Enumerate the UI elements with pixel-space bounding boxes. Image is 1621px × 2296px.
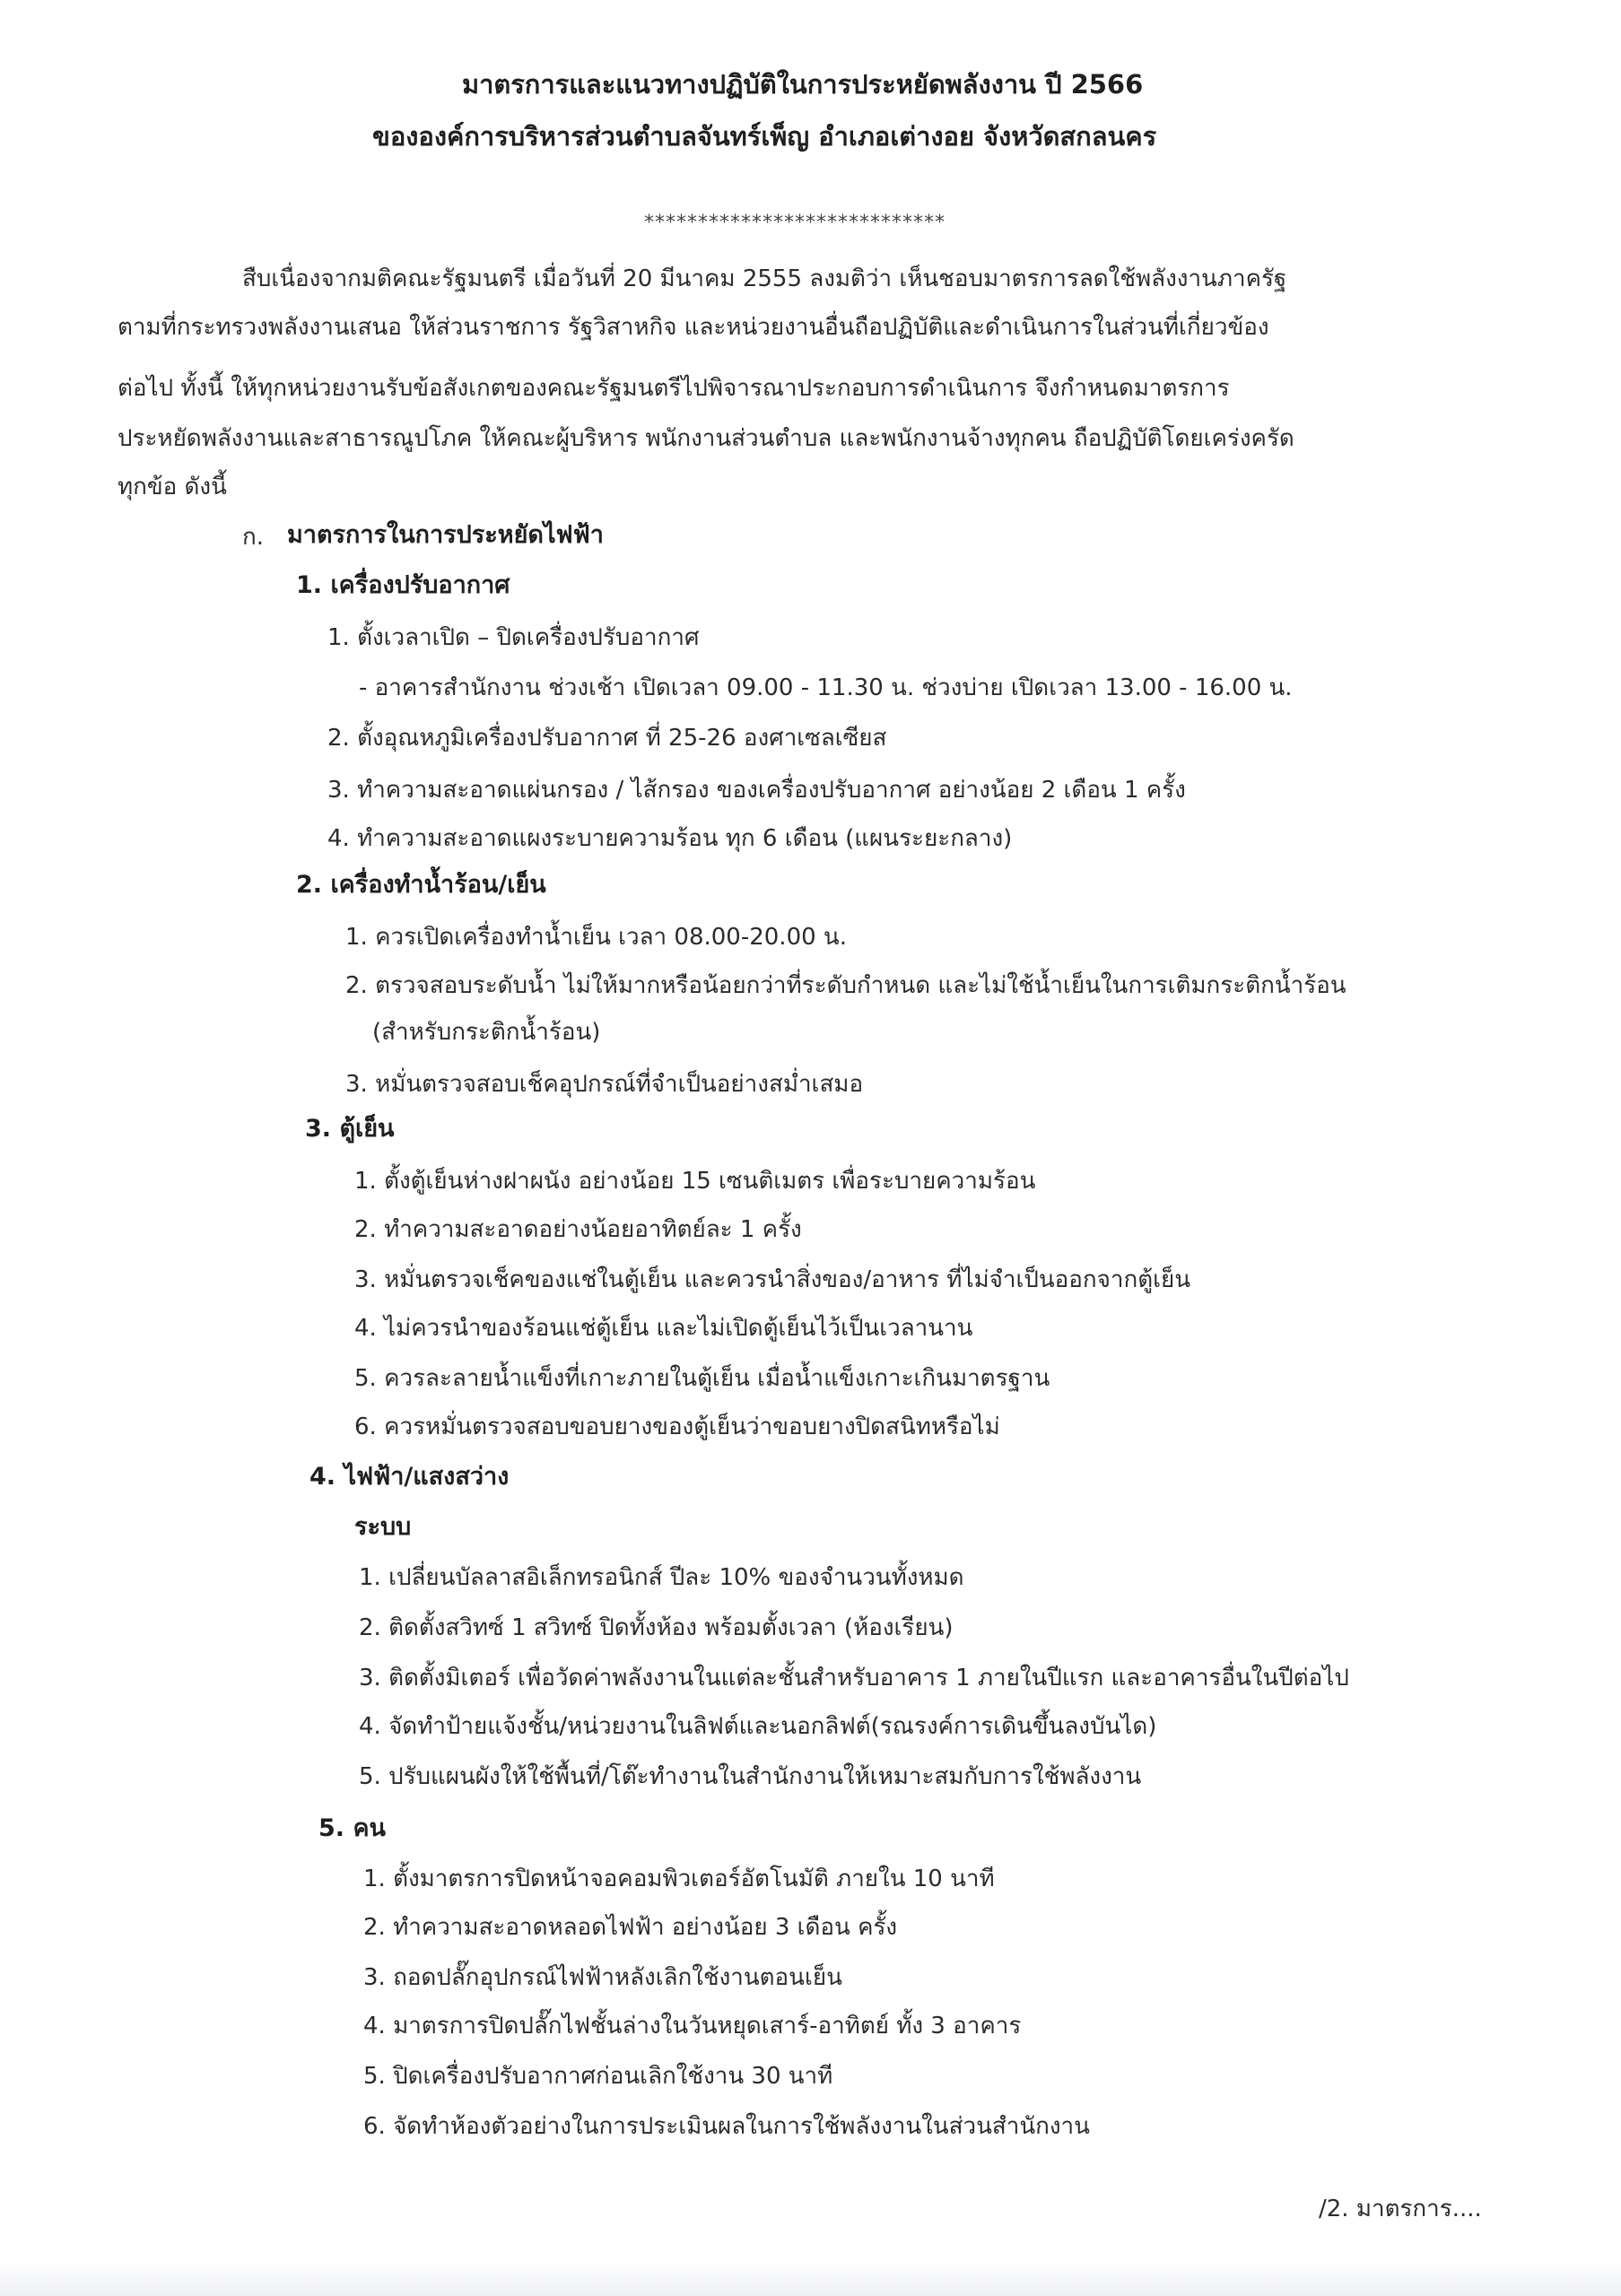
group-3-item: 6. ควรหมั่นตรวจสอบขอบยางของตู้เย็นว่าขอบยางปิดสนิทหรือไม่ (354, 1413, 1000, 1440)
intro-line-3: ต่อไป ทั้งนี้ ให้ทุกหน่วยงานรับข้อสังเกตของคณะรัฐมนตรีไปพิจารณาประกอบการดำเนินการ จึงกำหนดมาตรการ (118, 375, 1230, 402)
group-5-item: 4. มาตรการปิดปลั๊กไฟชั้นล่างในวันหยุดเสาร์-อาทิตย์ ทั้ง 3 อาคาร (363, 2013, 1022, 2039)
group-1-item: 3. ทำความสะอาดแผ่นกรอง / ไส้กรอง ของเครื่องปรับอากาศ อย่างน้อย 2 เดือน 1 ครั้ง (327, 777, 1186, 804)
section-marker: ก. (242, 524, 265, 551)
intro-line-4: ประหยัดพลังงานและสาธารณูปโภค ให้คณะผู้บริหาร พนักงานส่วนตำบล และพนักงานจ้างทุกคน ถือปฏิบัติโดยเคร่งครัด (118, 425, 1294, 452)
group-5-item: 6. จัดทำห้องตัวอย่างในการประเมินผลในการใช้พลังงานในส่วนสำนักงาน (363, 2113, 1090, 2140)
group-3-item: 4. ไม่ควรนำของร้อนแช่ตู้เย็น และไม่เปิดตู้เย็นไว้เป็นเวลานาน (354, 1315, 973, 1342)
group-5-item: 3. ถอดปลั๊กอุปกรณ์ไฟฟ้าหลังเลิกใช้งานตอนเย็น (363, 1964, 842, 1991)
group-4-item: 5. ปรับแผนผังให้ใช้พื้นที่/โต๊ะทำงานในสำนักงานให้เหมาะสมกับการใช้พลังงาน (359, 1763, 1142, 1790)
scan-bottom-shade (0, 2260, 1621, 2296)
intro-line-1: สืบเนื่องจากมติคณะรัฐมนตรี เมื่อวันที่ 20 มีนาคม 2555 ลงมติว่า เห็นชอบมาตรการลดใช้พลังงานภาครัฐ (242, 265, 1287, 292)
group-4-item: 1. เปลี่ยนบัลลาสอิเล็กทรอนิกส์ ปีละ 10% ของจำนวนทั้งหมด (359, 1564, 964, 1591)
group-2-item: 1. ควรเปิดเครื่องทำน้ำเย็น เวลา 08.00-20.00 น. (345, 924, 847, 951)
group-4-item: 2. ติดตั้งสวิทซ์ 1 สวิทซ์ ปิดทั้งห้อง พร้อมตั้งเวลา (ห้องเรียน) (359, 1614, 954, 1641)
group-4-item: 4. จัดทำป้ายแจ้งชั้น/หน่วยงานในลิฟต์และนอกลิฟต์(รณรงค์การเดินขึ้นลงบันได) (359, 1713, 1157, 1740)
group-1-item: 4. ทำความสะอาดแผงระบายความร้อน ทุก 6 เดือน (แผนระยะกลาง) (327, 825, 1013, 852)
page-continuation: /2. มาตรการ.... (1319, 2196, 1482, 2222)
group-5-item: 1. ตั้งมาตรการปิดหน้าจอคอมพิวเตอร์อัตโนมัติ ภายใน 10 นาที (363, 1866, 995, 1892)
intro-line-5: ทุกข้อ ดังนี้ (118, 474, 227, 500)
group-5-item: 2. ทำความสะอาดหลอดไฟฟ้า อย่างน้อย 3 เดือน ครั้ง (363, 1914, 898, 1941)
group-3-item: 1. ตั้งตู้เย็นห่างฝาผนัง อย่างน้อย 15 เซนติเมตร เพื่อระบายความร้อน (354, 1168, 1036, 1195)
intro-line-2: ตามที่กระทรวงพลังงานเสนอ ให้ส่วนราชการ รัฐวิสาหกิจ และหน่วยงานอื่นถือปฏิบัติและดำเนินการในส่วนที่เกี่ยวข้อง (118, 314, 1269, 341)
group-1-item: 2. ตั้งอุณหภูมิเครื่องปรับอากาศ ที่ 25-26 องศาเซลเซียส (327, 725, 887, 752)
group-1-item: 1. ตั้งเวลาเปิด – ปิดเครื่องปรับอากาศ (327, 624, 700, 651)
group-3-item: 5. ควรละลายน้ำแข็งที่เกาะภายในตู้เย็น เมื่อน้ำแข็งเกาะเกินมาตรฐาน (354, 1365, 1050, 1392)
group-5-title: 5. คน (318, 1814, 386, 1842)
group-2-item: (สำหรับกระติกน้ำร้อน) (372, 1019, 601, 1046)
group-2-item: 3. หมั่นตรวจสอบเช็คอุปกรณ์ที่จำเป็นอย่างสม่ำเสมอ (345, 1071, 864, 1098)
group-3-item: 2. ทำความสะอาดอย่างน้อยอาทิตย์ละ 1 ครั้ง (354, 1216, 802, 1243)
group-2-title: 2. เครื่องทำน้ำร้อน/เย็น (296, 871, 546, 899)
group-5-item: 5. ปิดเครื่องปรับอากาศก่อนเลิกใช้งาน 30 นาที (363, 2063, 833, 2090)
group-2-item: 2. ตรวจสอบระดับน้ำ ไม่ให้มากหรือน้อยกว่าที่ระดับกำหนด และไม่ใช้น้ำเย็นในการเติมกระติกน้ำร้อน (345, 972, 1346, 999)
title-separator: **************************** (644, 212, 946, 234)
group-1-title: 1. เครื่องปรับอากาศ (296, 571, 510, 599)
document-title-line-1: มาตรการและแนวทางปฏิบัติในการประหยัดพลังงาน ปี 2566 (462, 69, 1144, 100)
group-4-item: 3. ติดตั้งมิเตอร์ เพื่อวัดค่าพลังงานในแต่ละชั้นสำหรับอาคาร 1 ภายในปีแรก และอาคารอื่นในปีต่อไป (359, 1665, 1349, 1692)
group-3-title: 3. ตู้เย็น (305, 1115, 395, 1143)
section-title: มาตรการในการประหยัดไฟฟ้า (287, 521, 604, 549)
group-4-title: 4. ไฟฟ้า/แสงสว่าง (309, 1463, 510, 1491)
group-4-subtitle: ระบบ (354, 1513, 412, 1541)
group-1-item: - อาคารสำนักงาน ช่วงเช้า เปิดเวลา 09.00 - 11.30 น. ช่วงบ่าย เปิดเวลา 13.00 - 16.00 น. (359, 674, 1293, 701)
group-3-item: 3. หมั่นตรวจเช็คของแช่ในตู้เย็น และควรนำสิ่งของ/อาหาร ที่ไม่จำเป็นออกจากตู้เย็น (354, 1266, 1190, 1293)
document-title-line-2: ขององค์การบริหารส่วนตำบลจันทร์เพ็ญ อำเภอเต่างอย จังหวัดสกลนคร (372, 121, 1157, 152)
